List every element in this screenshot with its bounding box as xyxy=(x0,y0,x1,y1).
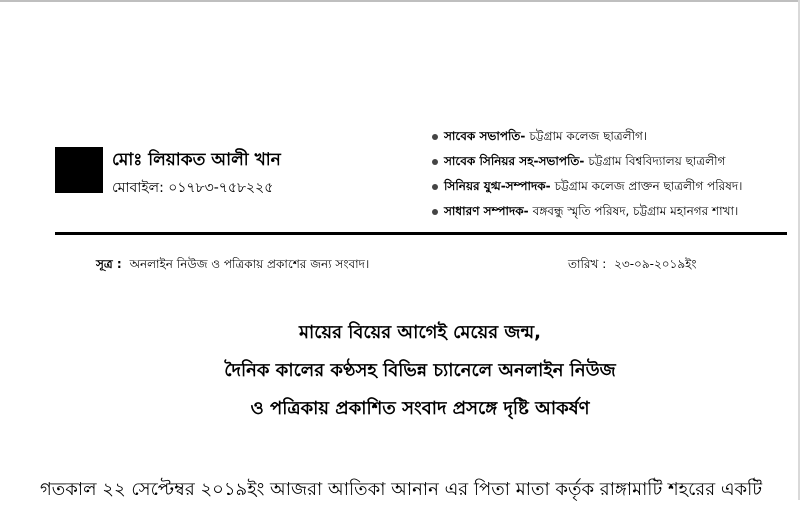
headline-line-2: দৈনিক কালের কণ্ঠসহ বিভিন্ন চ্যানেলে অনলাইন নিউজ xyxy=(224,360,616,381)
position-item xyxy=(432,174,792,199)
black-block-mark xyxy=(55,147,103,193)
headline xyxy=(160,314,680,428)
position-item xyxy=(432,124,792,149)
position-item xyxy=(432,149,792,174)
headline-line-3: ও পত্রিকায় প্রকাশিত সংবাদ প্রসঙ্গে দৃষ্টি আকর্ষণ xyxy=(250,398,590,419)
position-role: সিনিয়র যুগ্ম-সম্পাদক- xyxy=(444,179,551,193)
source-label: সূত্র : xyxy=(96,257,122,271)
source-line xyxy=(96,256,369,276)
bullet-icon xyxy=(432,159,438,165)
bullet-icon xyxy=(432,134,438,140)
sender-name: মোঃ লিয়াকত আলী খান xyxy=(112,150,281,170)
bullet-icon xyxy=(432,209,438,215)
headline-line-1: মায়ের বিয়ের আগেই মেয়ের জন্ম, xyxy=(299,322,541,343)
position-org: চট্টগ্রাম বিশ্ববিদ্যালয় ছাত্রলীগ xyxy=(588,154,726,168)
position-item xyxy=(432,199,792,224)
position-org: চট্টগ্রাম কলেজ ছাত্রলীগ। xyxy=(529,129,648,143)
positions-list xyxy=(432,124,792,224)
sender-mobile: মোবাইল: ০১৭৮৩-৭৫৮২২৫ xyxy=(112,180,274,196)
body-paragraph: গতকাল ২২ সেপ্টেম্বর ২০১৯ইং আজরা আতিকা আনান এর পিতা মাতা কর্তৃক রাঙ্গামাটি শহরের একটি xyxy=(40,479,763,500)
position-org: বঙ্গবন্ধু স্মৃতি পরিষদ, চট্টগ্রাম মহানগর শাখা। xyxy=(532,204,739,218)
position-role: সাধারণ সম্পাদক- xyxy=(444,204,529,218)
bullet-icon xyxy=(432,184,438,190)
date-label: তারিখ : xyxy=(568,257,607,271)
page-top-edge xyxy=(0,0,800,2)
position-org: চট্টগ্রাম কলেজ প্রাক্তন ছাত্রলীগ পরিষদ। xyxy=(554,179,743,193)
header-divider xyxy=(55,232,787,235)
source-value: অনলাইন নিউজ ও পত্রিকায় প্রকাশের জন্য সংবাদ। xyxy=(129,257,370,271)
position-role: সাবেক সিনিয়র সহ-সভাপতি- xyxy=(444,154,585,168)
position-role: সাবেক সভাপতি- xyxy=(444,129,526,143)
date-value: ২৩-০৯-২০১৯ইং xyxy=(614,257,697,271)
date-line xyxy=(568,256,697,276)
